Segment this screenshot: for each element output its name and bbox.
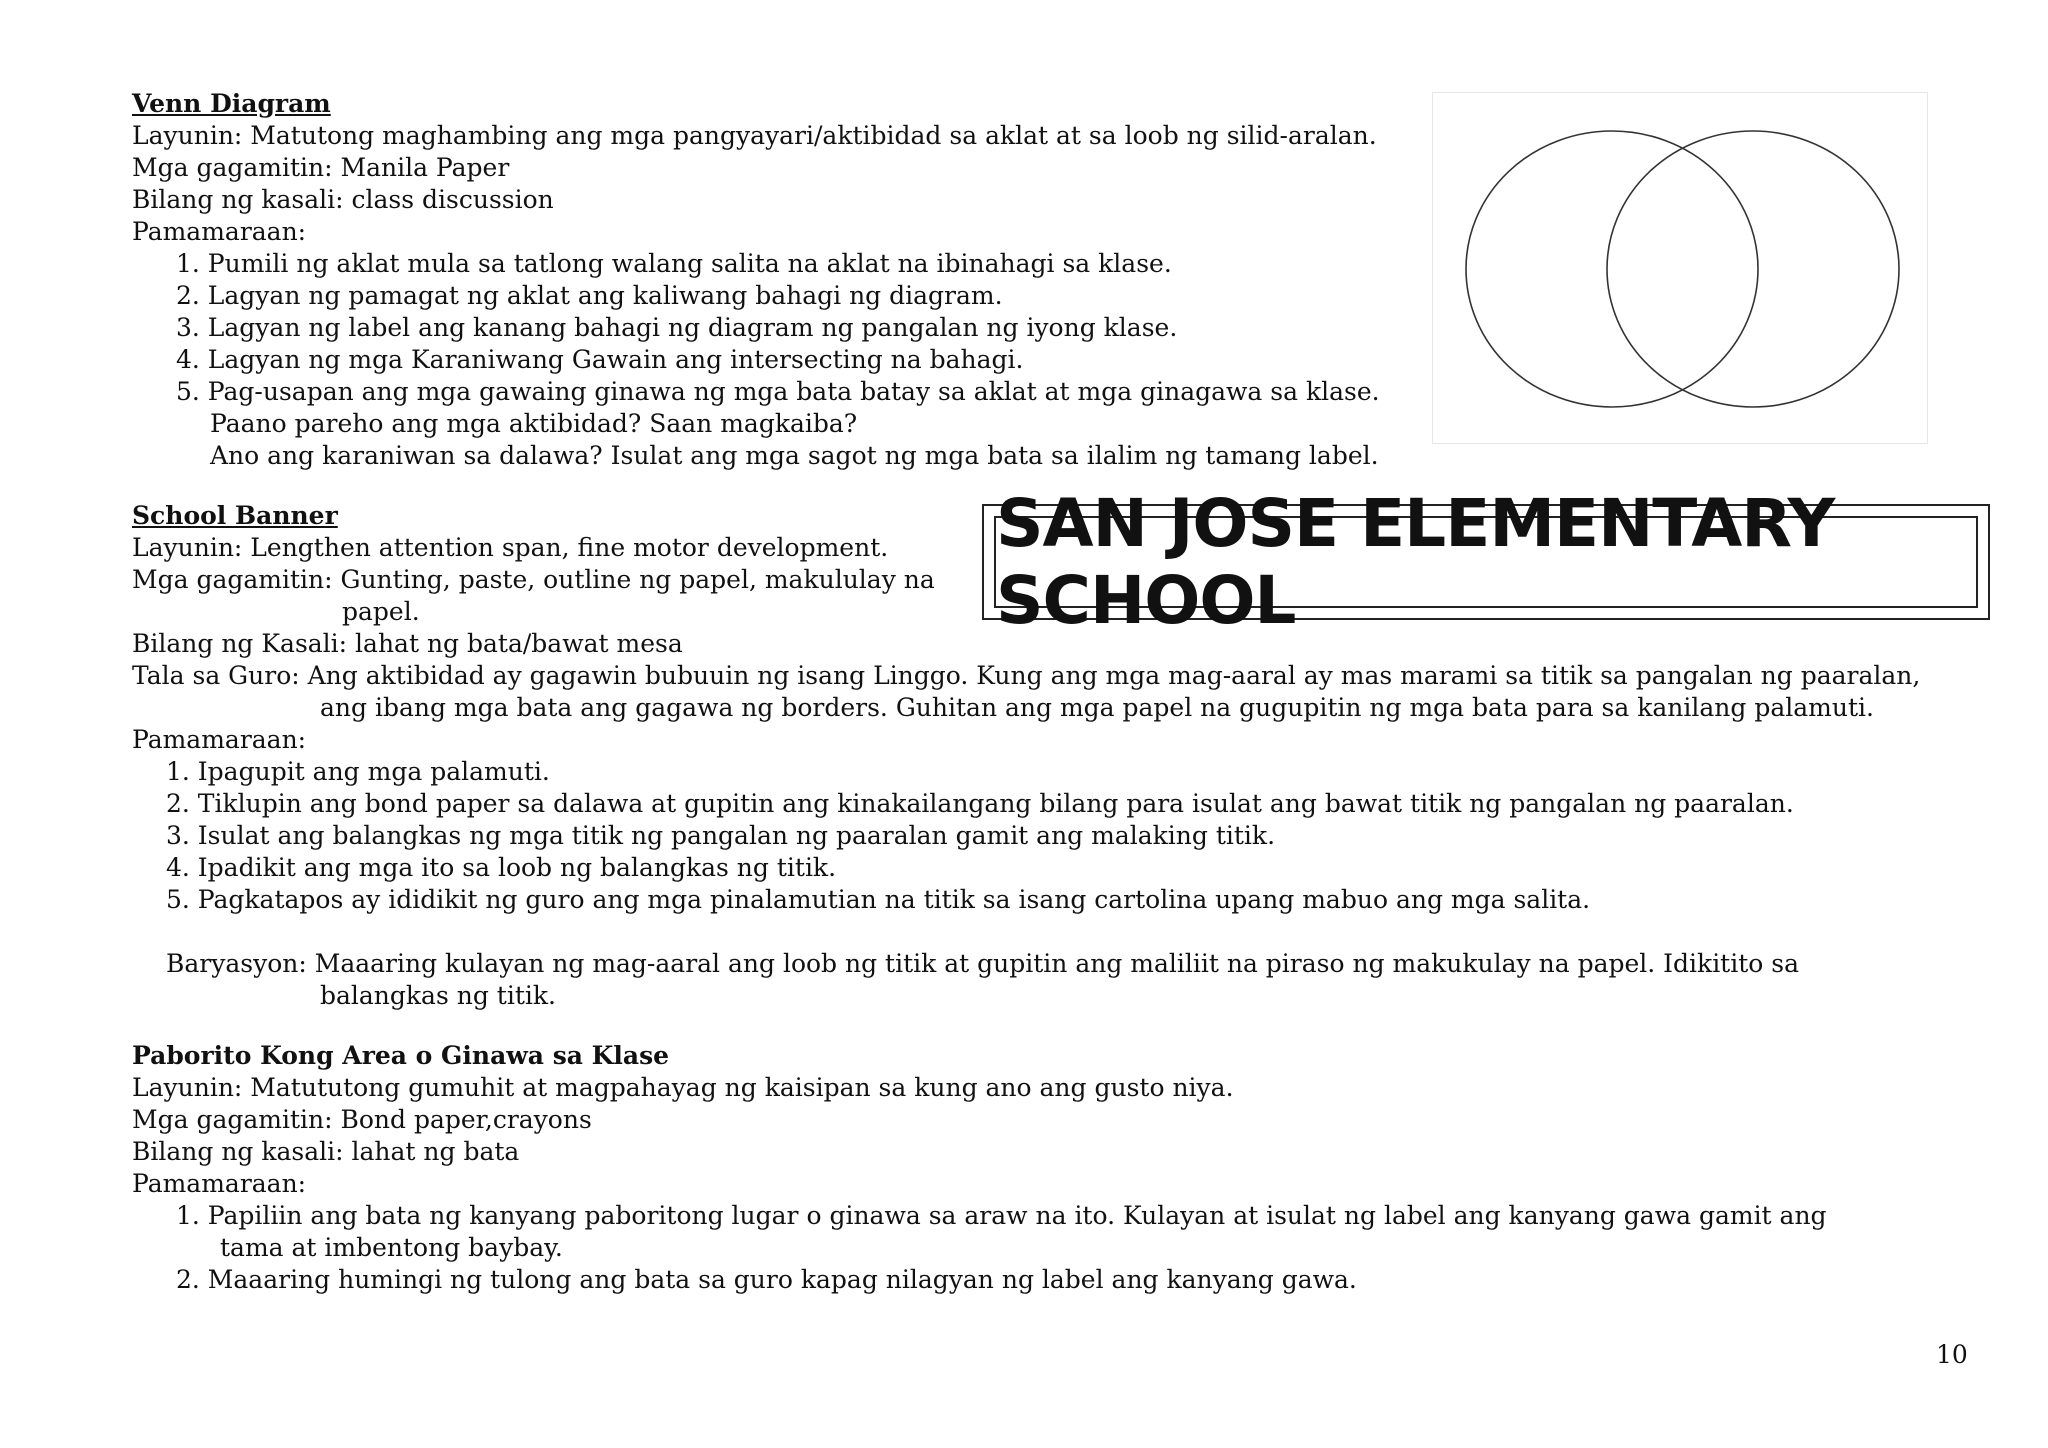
venn-right-circle xyxy=(1607,131,1899,407)
venn-step: 1. Pumili ng aklat mula sa tatlong walang salita na aklat na ibinahagi sa klase. xyxy=(176,249,1172,278)
school-banner-figure xyxy=(982,485,1990,639)
paborito-step-continued: tama at imbentong baybay. xyxy=(220,1233,563,1262)
venn-diagram-figure xyxy=(1432,92,1928,444)
banner-step: 3. Isulat ang balangkas ng mga titik ng pangalan ng paaralan gamit ang malaking titik. xyxy=(166,821,1276,850)
banner-baryasyon: Baryasyon: Maaaring kulayan ng mag-aaral ang loob ng titik at gupitin ang maliliit na piraso ng makukulay na papel. Idikitito sa xyxy=(166,949,1800,978)
banner-pamamaraan: Pamamaraan: xyxy=(132,725,307,754)
venn-step-continued: Paano pareho ang mga aktibidad? Saan magkaiba? xyxy=(210,409,858,438)
venn-heading: Venn Diagram xyxy=(132,89,331,118)
banner-gamitin: Mga gagamitin: Gunting, paste, outline ng papel, makululay na xyxy=(132,565,935,594)
paborito-pamamaraan: Pamamaraan: xyxy=(132,1169,307,1198)
venn-step: 4. Lagyan ng mga Karaniwang Gawain ang intersecting na bahagi. xyxy=(176,345,1024,374)
paborito-step: 1. Papiliin ang bata ng kanyang paboritong lugar o ginawa sa araw na ito. Kulayan at isulat ng label ang kanyang gawa gamit ang xyxy=(176,1201,1827,1230)
venn-step-continued: Ano ang karaniwan sa dalawa? Isulat ang mga sagot ng mga bata sa ilalim ng tamang label. xyxy=(210,441,1379,470)
paborito-layunin: Layunin: Matututong gumuhit at magpahayag ng kaisipan sa kung ano ang gusto niya. xyxy=(132,1073,1234,1102)
venn-gamitin: Mga gagamitin: Manila Paper xyxy=(132,153,510,182)
venn-step: 2. Lagyan ng pamagat ng aklat ang kaliwang bahagi ng diagram. xyxy=(176,281,1003,310)
venn-layunin: Layunin: Matutong maghambing ang mga pangyayari/aktibidad sa aklat at sa loob ng silid-aralan. xyxy=(132,121,1377,150)
banner-step: 2. Tiklupin ang bond paper sa dalawa at gupitin ang kinakailangang bilang para isulat ang bawat titik ng pangalan ng paaralan. xyxy=(166,789,1794,818)
banner-tala: Tala sa Guro: Ang aktibidad ay gagawin bubuuin ng isang Linggo. Kung ang mga mag-aaral ay mas marami sa titik sa pangalan ng paaralan, xyxy=(132,661,1921,690)
venn-step: 3. Lagyan ng label ang kanang bahagi ng diagram ng pangalan ng iyong klase. xyxy=(176,313,1178,342)
paborito-heading: Paborito Kong Area o Ginawa sa Klase xyxy=(132,1041,670,1070)
banner-gamitin-continued: papel. xyxy=(342,597,420,626)
paborito-kasali: Bilang ng kasali: lahat ng bata xyxy=(132,1137,520,1166)
venn-kasali: Bilang ng kasali: class discussion xyxy=(132,185,554,214)
banner-kasali: Bilang ng Kasali: lahat ng bata/bawat mesa xyxy=(132,629,683,658)
banner-step: 4. Ipadikit ang mga ito sa loob ng balangkas ng titik. xyxy=(166,853,837,882)
page-number: 10 xyxy=(1936,1340,1968,1369)
venn-pamamaraan: Pamamaraan: xyxy=(132,217,307,246)
banner-step: 5. Pagkatapos ay ididikit ng guro ang mga pinalamutian na titik sa isang cartolina upang mabuo ang mga salita. xyxy=(166,885,1591,914)
banner-step: 1. Ipagupit ang mga palamuti. xyxy=(166,757,550,786)
paborito-gamitin: Mga gagamitin: Bond paper,crayons xyxy=(132,1105,592,1134)
banner-baryasyon-continued: balangkas ng titik. xyxy=(320,981,556,1010)
banner-heading: School Banner xyxy=(132,501,338,530)
banner-layunin: Layunin: Lengthen attention span, fine motor development. xyxy=(132,533,889,562)
venn-left-circle xyxy=(1466,131,1758,407)
paborito-step: 2. Maaaring humingi ng tulong ang bata sa guro kapag nilagyan ng label ang kanyang gawa. xyxy=(176,1265,1357,1294)
banner-tala-continued: ang ibang mga bata ang gagawa ng borders. Guhitan ang mga papel na gugupitin ng mga bata para sa kanilang palamuti. xyxy=(320,693,1874,722)
school-banner-text: SAN JOSE ELEMENTARY SCHOOL xyxy=(994,516,1978,608)
venn-step: 5. Pag-usapan ang mga gawaing ginawa ng mga bata batay sa aklat at mga ginagawa sa klase. xyxy=(176,377,1380,406)
